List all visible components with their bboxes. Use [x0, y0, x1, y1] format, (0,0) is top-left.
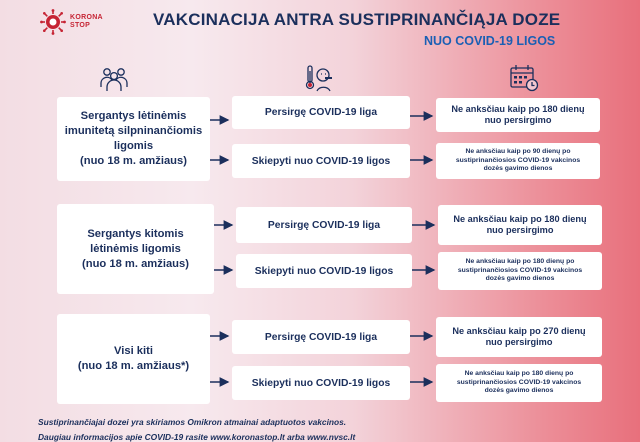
group-line: Visi kiti [114, 345, 153, 357]
recommendation-line: Ne anksčiau kaip po 180 dienų po [465, 258, 575, 266]
group-box-everyone-else [57, 314, 210, 404]
recommendation-line: sustiprinančiosios COVID-19 vakcinos [455, 156, 581, 164]
group-box-immunocompromised [57, 97, 210, 181]
recommendation-vaccinated [438, 252, 602, 290]
footnote-more-info: Daugiau informacijos apie COVID-19 rasite www.koronastop.lt arba www.nvsc.lt [38, 432, 356, 442]
recommendation-line: nuo persirgimo [484, 115, 552, 125]
group-line: (nuo 18 m. amžiaus*) [77, 360, 190, 372]
condition-vaccinated: Skiepyti nuo COVID-19 ligos [236, 254, 412, 288]
group-line: (nuo 18 m. amžiaus) [80, 155, 187, 167]
koronastop-logo [40, 9, 103, 35]
recommendation-line: sustiprinančiosios COVID-19 vakcinos [457, 266, 583, 274]
calendar-clock-icon [509, 63, 539, 93]
group-line: ligomis [113, 140, 154, 152]
recommendation-line: sustiprinančiosios COVID-19 vakcinos [456, 378, 582, 386]
thermometer-sick-person-icon [305, 63, 335, 93]
recommendation-recovered [438, 205, 602, 245]
recommendation-recovered [436, 98, 600, 132]
condition-recovered: Persirgę COVID-19 liga [236, 207, 412, 243]
recommendation-line: Ne anksčiau kaip po 180 dienų po [464, 370, 574, 378]
virus-logo-icon [40, 9, 66, 35]
condition-vaccinated: Skiepyti nuo COVID-19 ligos [232, 366, 410, 400]
recommendation-line: dozės gavimo dienos [485, 275, 555, 283]
group-line: lėtinėmis ligomis [90, 242, 181, 255]
group-line: Sergantys kitomis [87, 227, 184, 240]
condition-recovered: Persirgę COVID-19 liga [232, 96, 410, 129]
condition-vaccinated: Skiepyti nuo COVID-19 ligos [232, 144, 410, 178]
logo-line-2: STOP [70, 22, 91, 29]
footnote-vaccine: Sustiprinančiajai dozei yra skiriamos Omikron atmainai adaptuotos vakcinos. [38, 417, 347, 427]
page-title: VAKCINACIJA ANTRA SUSTIPRINANČIĄJA DOZE [153, 10, 561, 29]
recommendation-recovered [436, 317, 602, 357]
group-box-chronic [57, 204, 214, 294]
recommendation-line: dozės gavimo dienos [483, 165, 553, 173]
people-group-icon [99, 63, 129, 93]
logo-text [70, 14, 103, 30]
recommendation-vaccinated [436, 364, 602, 402]
page-subtitle: NUO COVID-19 LIGOS [424, 34, 556, 48]
recommendation-line: nuo persirgimo [486, 225, 554, 235]
group-line: Sergantys lėtinėmis [80, 110, 187, 122]
recommendation-line: Ne anksčiau kaip po 180 dienų [451, 104, 585, 114]
recommendation-line: Ne anksčiau kaip po 270 dienų [452, 326, 586, 336]
logo-line-1: KORONA [70, 14, 103, 21]
group-line: (nuo 18 m. amžiaus) [82, 257, 189, 270]
group-line: imunitetą silpninančiomis [64, 125, 203, 137]
recommendation-line: Ne anksčiau kaip po 180 dienų [453, 214, 587, 224]
recommendation-line: nuo persirgimo [485, 337, 553, 347]
recommendation-line: dozės gavimo dienos [484, 387, 554, 395]
condition-recovered: Persirgę COVID-19 liga [232, 320, 410, 354]
recommendation-line: Ne anksčiau kaip po 90 dienų po [465, 148, 571, 156]
recommendation-vaccinated [436, 143, 600, 179]
